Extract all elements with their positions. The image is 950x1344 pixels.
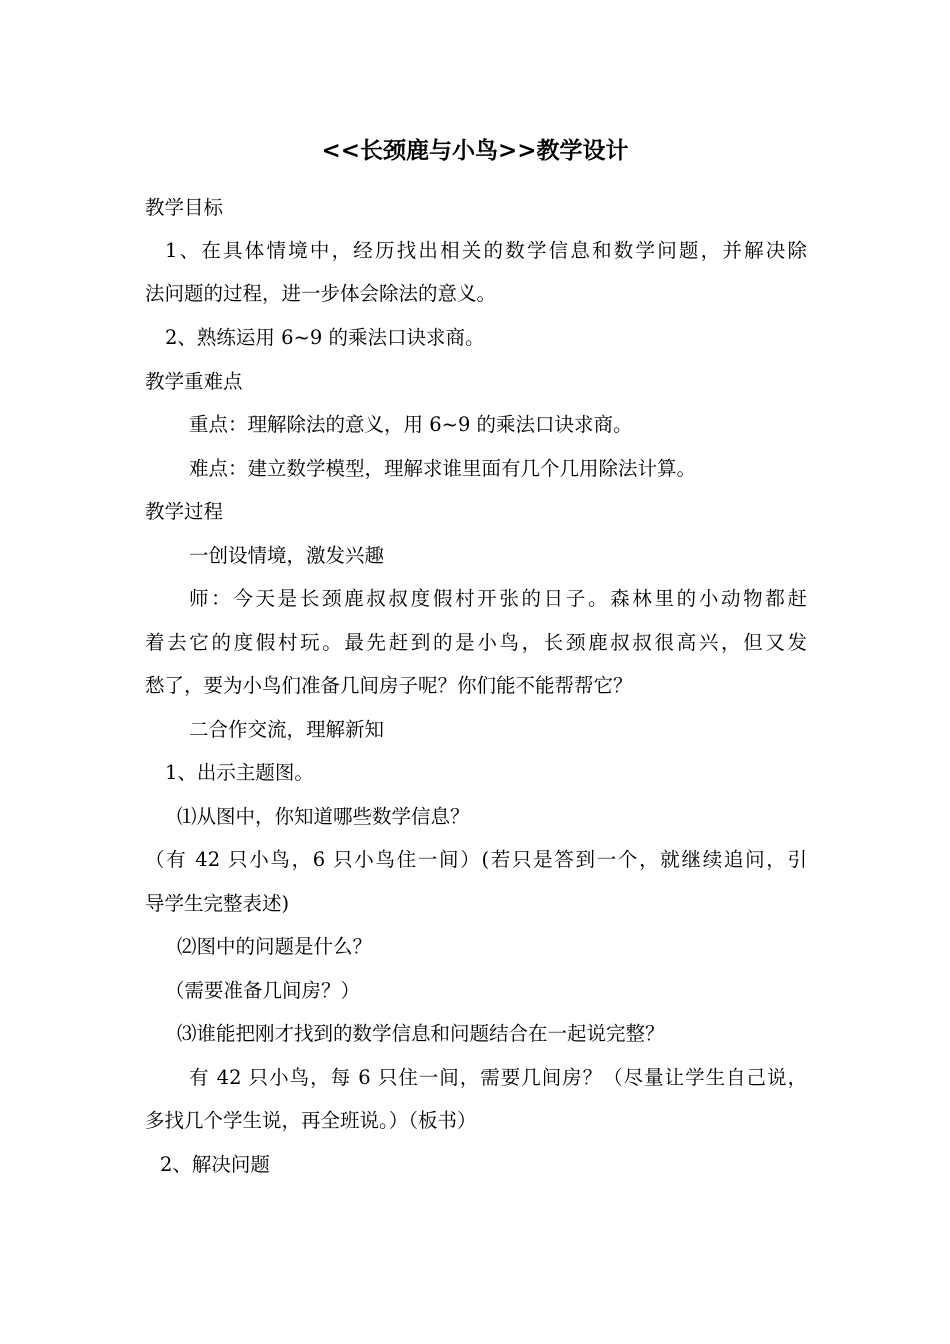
paragraph-line: 着去它的度假村玩。最先赶到的是小鸟，长颈鹿叔叔很高兴，但又发 [145,631,807,654]
paragraph-line: ⑵图中的问题是什么？ [177,935,373,958]
paragraph-line: （需要准备几间房？） [165,979,361,1002]
paragraph-line: 有 42 只小鸟，每 6 只住一间，需要几间房？（尽量让学生自己说， [189,1066,807,1089]
section-heading: 一创设情境，激发兴趣 [189,544,385,567]
paragraph-line: （有 42 只小鸟，6 只小鸟住一间）(若只是答到一个，就继续追问，引 [145,848,807,871]
paragraph-line: 多找几个学生说，再全班说。）（板书） [145,1109,477,1132]
paragraph-line: 1、在具体情境中，经历找出相关的数学信息和数学问题，并解决除 [165,239,807,262]
paragraph-line: 师：今天是长颈鹿叔叔度假村开张的日子。森林里的小动物都赶 [189,587,807,610]
section-heading: 二合作交流，理解新知 [189,718,385,741]
paragraph-line: 2、解决问题 [160,1153,270,1176]
paragraph-line: 愁了，要为小鸟们准备几间房子呢？你们能不能帮帮它？ [145,674,633,697]
paragraph-line: 难点：建立数学模型，理解求谁里面有几个几用除法计算。 [189,457,697,480]
heading-teaching-goals: 教学目标 [145,196,224,219]
paragraph-line: ⑶谁能把刚才找到的数学信息和问题结合在一起说完整？ [177,1022,665,1045]
heading-teaching-process: 教学过程 [145,500,224,523]
heading-key-points: 教学重难点 [145,370,243,393]
paragraph-line: 导学生完整表述) [145,892,290,915]
document-title: <<长颈鹿与小鸟>>教学设计 [321,137,629,164]
paragraph-line: 法问题的过程，进一步体会除法的意义。 [145,282,497,305]
paragraph-line: 1、出示主题图。 [165,761,314,784]
paragraph-line: ⑴从图中，你知道哪些数学信息？ [177,805,470,828]
paragraph-line: 2、熟练运用 6~9 的乘法口诀求商。 [165,326,485,349]
paragraph-line: 重点：理解除法的意义，用 6~9 的乘法口诀求商。 [189,413,633,436]
